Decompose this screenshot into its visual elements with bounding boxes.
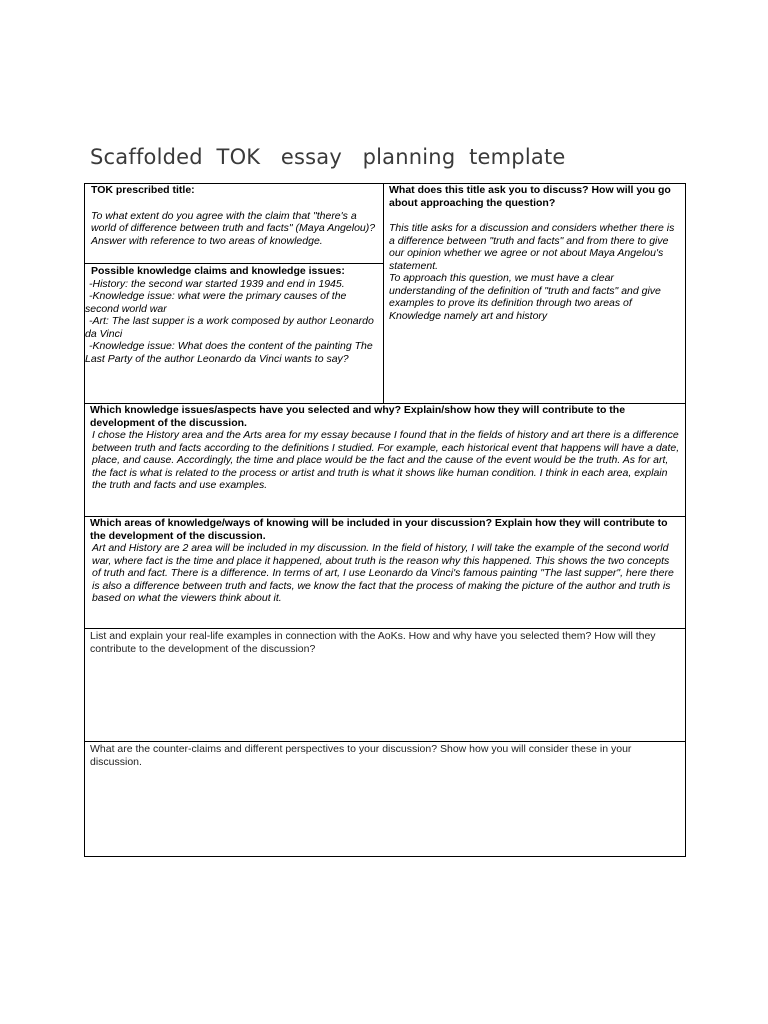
row-divider-4	[84, 741, 686, 742]
row-divider-3	[84, 628, 686, 629]
knowledge-claim-line: -Knowledge issue: what were the primary causes of the second world war	[85, 290, 347, 315]
areas-of-knowledge-heading: Which areas of knowledge/ways of knowing will be included in your discussion? Explain how they will contribute to the development of the discussion.	[90, 517, 668, 542]
title-question-answer-1: This title asks for a discussion and considers whether there is a difference between "truth and facts" and from there to give our opinion whether we agree or not about Maya Angelou's statement.	[389, 222, 675, 272]
knowledge-claims-heading: Possible knowledge claims and knowledge issues:	[91, 265, 345, 277]
page-title: Scaffolded TOK essay planning template	[90, 145, 566, 169]
knowledge-claim-line: -History: the second war started 1939 and end in 1945.	[89, 277, 345, 290]
title-question-heading: What does this title ask you to discuss? How will you go about approaching the question?	[389, 184, 671, 209]
areas-of-knowledge-answer: Art and History are 2 area will be included in my discussion. In the field of history, I will take the example of the second world war, where fact is the time and place it happened, about truth is the reason why this happened. This shows the two concepts of truth and fact. There is a difference. In terms of art, I use Leonardo da Vinci's famous painting "The last supper", here there is also a difference between truth and facts, we know the fact that the process of making the picture of the author and truth is based on what the viewers think about it.	[92, 542, 674, 604]
real-life-examples-heading: List and explain your real-life examples in connection with the AoKs. How and why have you selected them? How will they contribute to the development of the discussion?	[90, 630, 656, 655]
prescribed-title-heading: TOK prescribed title:	[91, 184, 195, 196]
counter-claims-heading: What are the counter-claims and different perspectives to your discussion? Show how you will consider these in your discussion.	[90, 743, 632, 768]
knowledge-claim-line: -Art: The last supper is a work composed by author Leonardo da Vinci	[85, 315, 374, 340]
knowledge-issues-heading: Which knowledge issues/aspects have you selected and why? Explain/show how they will contribute to the development of the discussion.	[90, 404, 626, 429]
counter-claims-cell	[90, 743, 680, 768]
title-question-cell	[389, 184, 683, 322]
title-question-answer-2: To approach this question, we must have a clear understanding of the definition of "truth and facts" and give examples to prove its definition through two areas of Knowledge namely art and history	[389, 272, 661, 322]
real-life-examples-cell	[90, 630, 684, 655]
areas-of-knowledge-cell	[90, 517, 680, 605]
prescribed-title-cell	[91, 184, 381, 247]
knowledge-issues-cell	[90, 404, 680, 492]
prescribed-title-text: To what extent do you agree with the claim that "there's a world of difference between truth and facts" (Maya Angelou)? Answer with reference to two areas of knowledge.	[91, 209, 376, 247]
knowledge-claim-line: -Knowledge issue: What does the content of the painting The Last Party of the author Leonardo da Vinci wants to say?	[85, 340, 373, 365]
column-divider	[383, 183, 384, 403]
knowledge-claims-cell	[85, 265, 382, 365]
row-divider-left-upper	[84, 263, 383, 264]
knowledge-issues-answer: I chose the History area and the Arts area for my essay because I found that in the fields of history and art there is a difference between truth and facts according to the definitions I studied. For example, each historical event that happens will have a date, place, and cause. Accordingly, the time and place would be the fact and the cause of the event would be the truth. As for art, the fact is what is related to the process or artist and truth is what it shows like human condition. I think in each area, explain the truth and facts and use examples.	[92, 429, 680, 491]
